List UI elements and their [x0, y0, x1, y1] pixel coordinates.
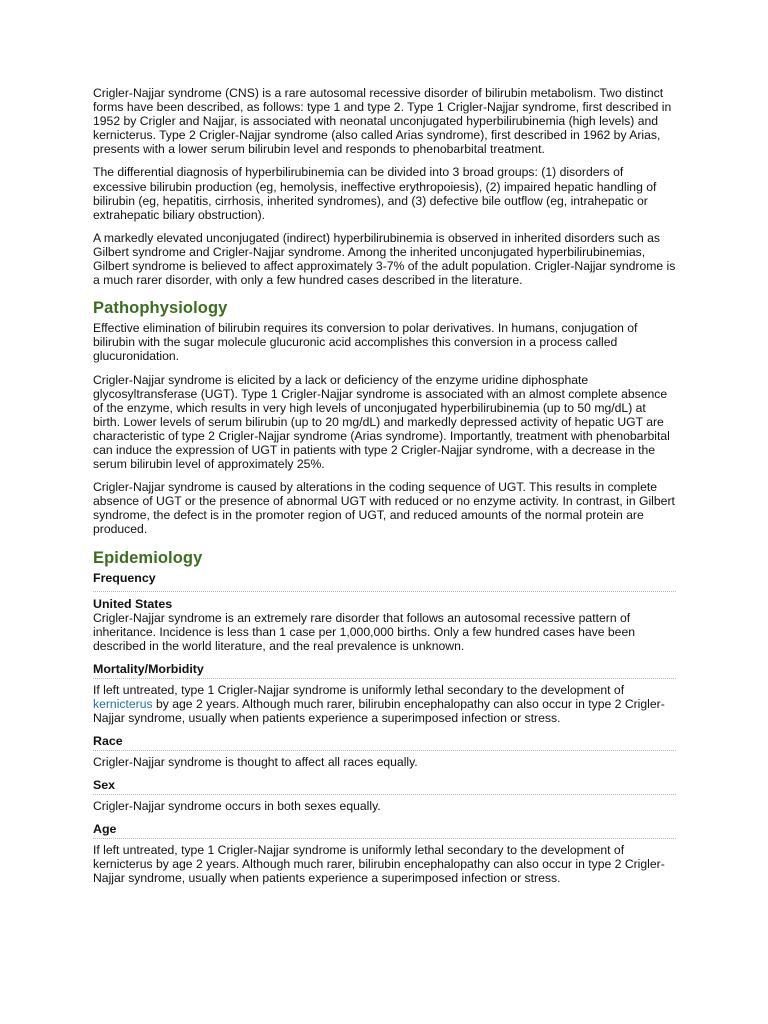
mortality-text [93, 683, 676, 725]
intro-section [93, 86, 676, 287]
epidemiology-section [93, 548, 676, 886]
frequency-block [93, 571, 676, 653]
age-text: If left untreated, type 1 Crigler-Najjar syndrome is uniformly lethal secondary to the development of kernicterus by age 2 years. Although much rarer, bilirubin encephalopathy can also occur in type 2 Crigler-Najjar syndrome, usually when patients experience a superimposed infection or stress. [93, 843, 665, 886]
race-heading: Race [93, 734, 676, 751]
mortality-text-before: If left untreated, type 1 Crigler-Najjar syndrome is uniformly lethal secondary to the development of [93, 682, 625, 697]
intro-paragraph-1: Crigler-Najjar syndrome (CNS) is a rare autosomal recessive disorder of bilirubin metabolism. Two distinct forms have been described, as follows: type 1 and type 2. Type 1 Crigler-Najjar syndrome, first described in 1952 by Crigler and Najjar, is associated with neonatal unconjugated hyperbilirubinemia (high levels) and kernicterus. Type 2 Crigler-Najjar syndrome (also called Arias syndrome), first described in 1962 by Arias, presents with a lower serum bilirubin level and responds to phenobarbital treatment. [93, 86, 672, 157]
pathophysiology-paragraph-2: Crigler-Najjar syndrome is elicited by a lack or deficiency of the enzyme uridine diphosphate glycosyltransferase (UGT). Type 1 Crigler-Najjar syndrome is associated with an almost complete absence of the enzyme, which results in very high levels of unconjugated hyperbilirubinemia (up to 50 mg/dL) at birth. Lower levels of serum bilirubin (up to 20 mg/dL) and markedly depressed activity of hepatic UGT are characteristic of type 2 Crigler-Najjar syndrome (Arias syndrome). Importantly, treatment with phenobarbital can induce the expression of UGT in patients with type 2 Crigler-Najjar syndrome, with a decrease in the serum bilirubin level of approximately 25%. [93, 372, 670, 472]
pathophysiology-paragraph-3: Crigler-Najjar syndrome is caused by alterations in the coding sequence of UGT. This results in complete absence of UGT or the presence of abnormal UGT with reduced or no enzyme activity. In contrast, in Gilbert syndrome, the defect is in the promoter region of UGT, and reduced amounts of the normal protein are produced. [93, 480, 675, 537]
kernicterus-link[interactable]: kernicterus [93, 696, 153, 711]
intro-paragraph-2: The differential diagnosis of hyperbilirubinemia can be divided into 3 broad groups: (1) disorders of excessive bilirubin production (eg, hemolysis, ineffective erythropoiesis), (2) impaired hepatic handling of bilirubin (eg, hepatitis, cirrhosis, inherited syndromes), and (3) defective bile outflow (eg, intrahepatic or extrahepatic biliary obstruction). [93, 165, 657, 222]
age-heading: Age [93, 822, 676, 839]
sex-block [93, 778, 676, 813]
frequency-heading: Frequency [93, 570, 156, 585]
mortality-text-after: by age 2 years. Although much rarer, bilirubin encephalopathy can also occur in type 2 Crigler-Najjar syndrome, usually when patients experience a superimposed infection or stress. [93, 696, 665, 725]
race-text: Crigler-Najjar syndrome is thought to affect all races equally. [93, 755, 418, 770]
mortality-block [93, 662, 676, 725]
sex-text: Crigler-Najjar syndrome occurs in both sexes equally. [93, 799, 381, 814]
united-states-text: Crigler-Najjar syndrome is an extremely rare disorder that follows an autosomal recessive pattern of inheritance. Incidence is less than 1 case per 1,000,000 births. Only a few hundred cases have been described in the world literature, and the real prevalence is unknown. [93, 610, 636, 653]
pathophysiology-heading: Pathophysiology [93, 299, 228, 318]
mortality-heading: Mortality/Morbidity [93, 662, 676, 679]
intro-paragraph-3: A markedly elevated unconjugated (indirect) hyperbilirubinemia is observed in inherited disorders such as Gilbert syndrome and Crigler-Najjar syndrome. Among the inherited unconjugated hyperbilirubinemias, Gilbert syndrome is believed to affect approximately 3-7% of the adult population. Crigler-Najjar syndrome is a much rarer disorder, with only a few hundred cases described in the literature. [93, 230, 676, 288]
frequency-divider [93, 591, 676, 592]
age-block [93, 822, 676, 885]
sex-heading: Sex [93, 778, 676, 795]
race-block [93, 734, 676, 769]
pathophysiology-section [93, 298, 676, 536]
united-states-heading: United States [93, 596, 173, 611]
pathophysiology-paragraph-1: Effective elimination of bilirubin requires its conversion to polar derivatives. In humans, conjugation of bilirubin with the sugar molecule glucuronic acid accomplishes this conversion in a process called glucuronidation. [93, 321, 638, 364]
epidemiology-heading: Epidemiology [93, 548, 203, 567]
